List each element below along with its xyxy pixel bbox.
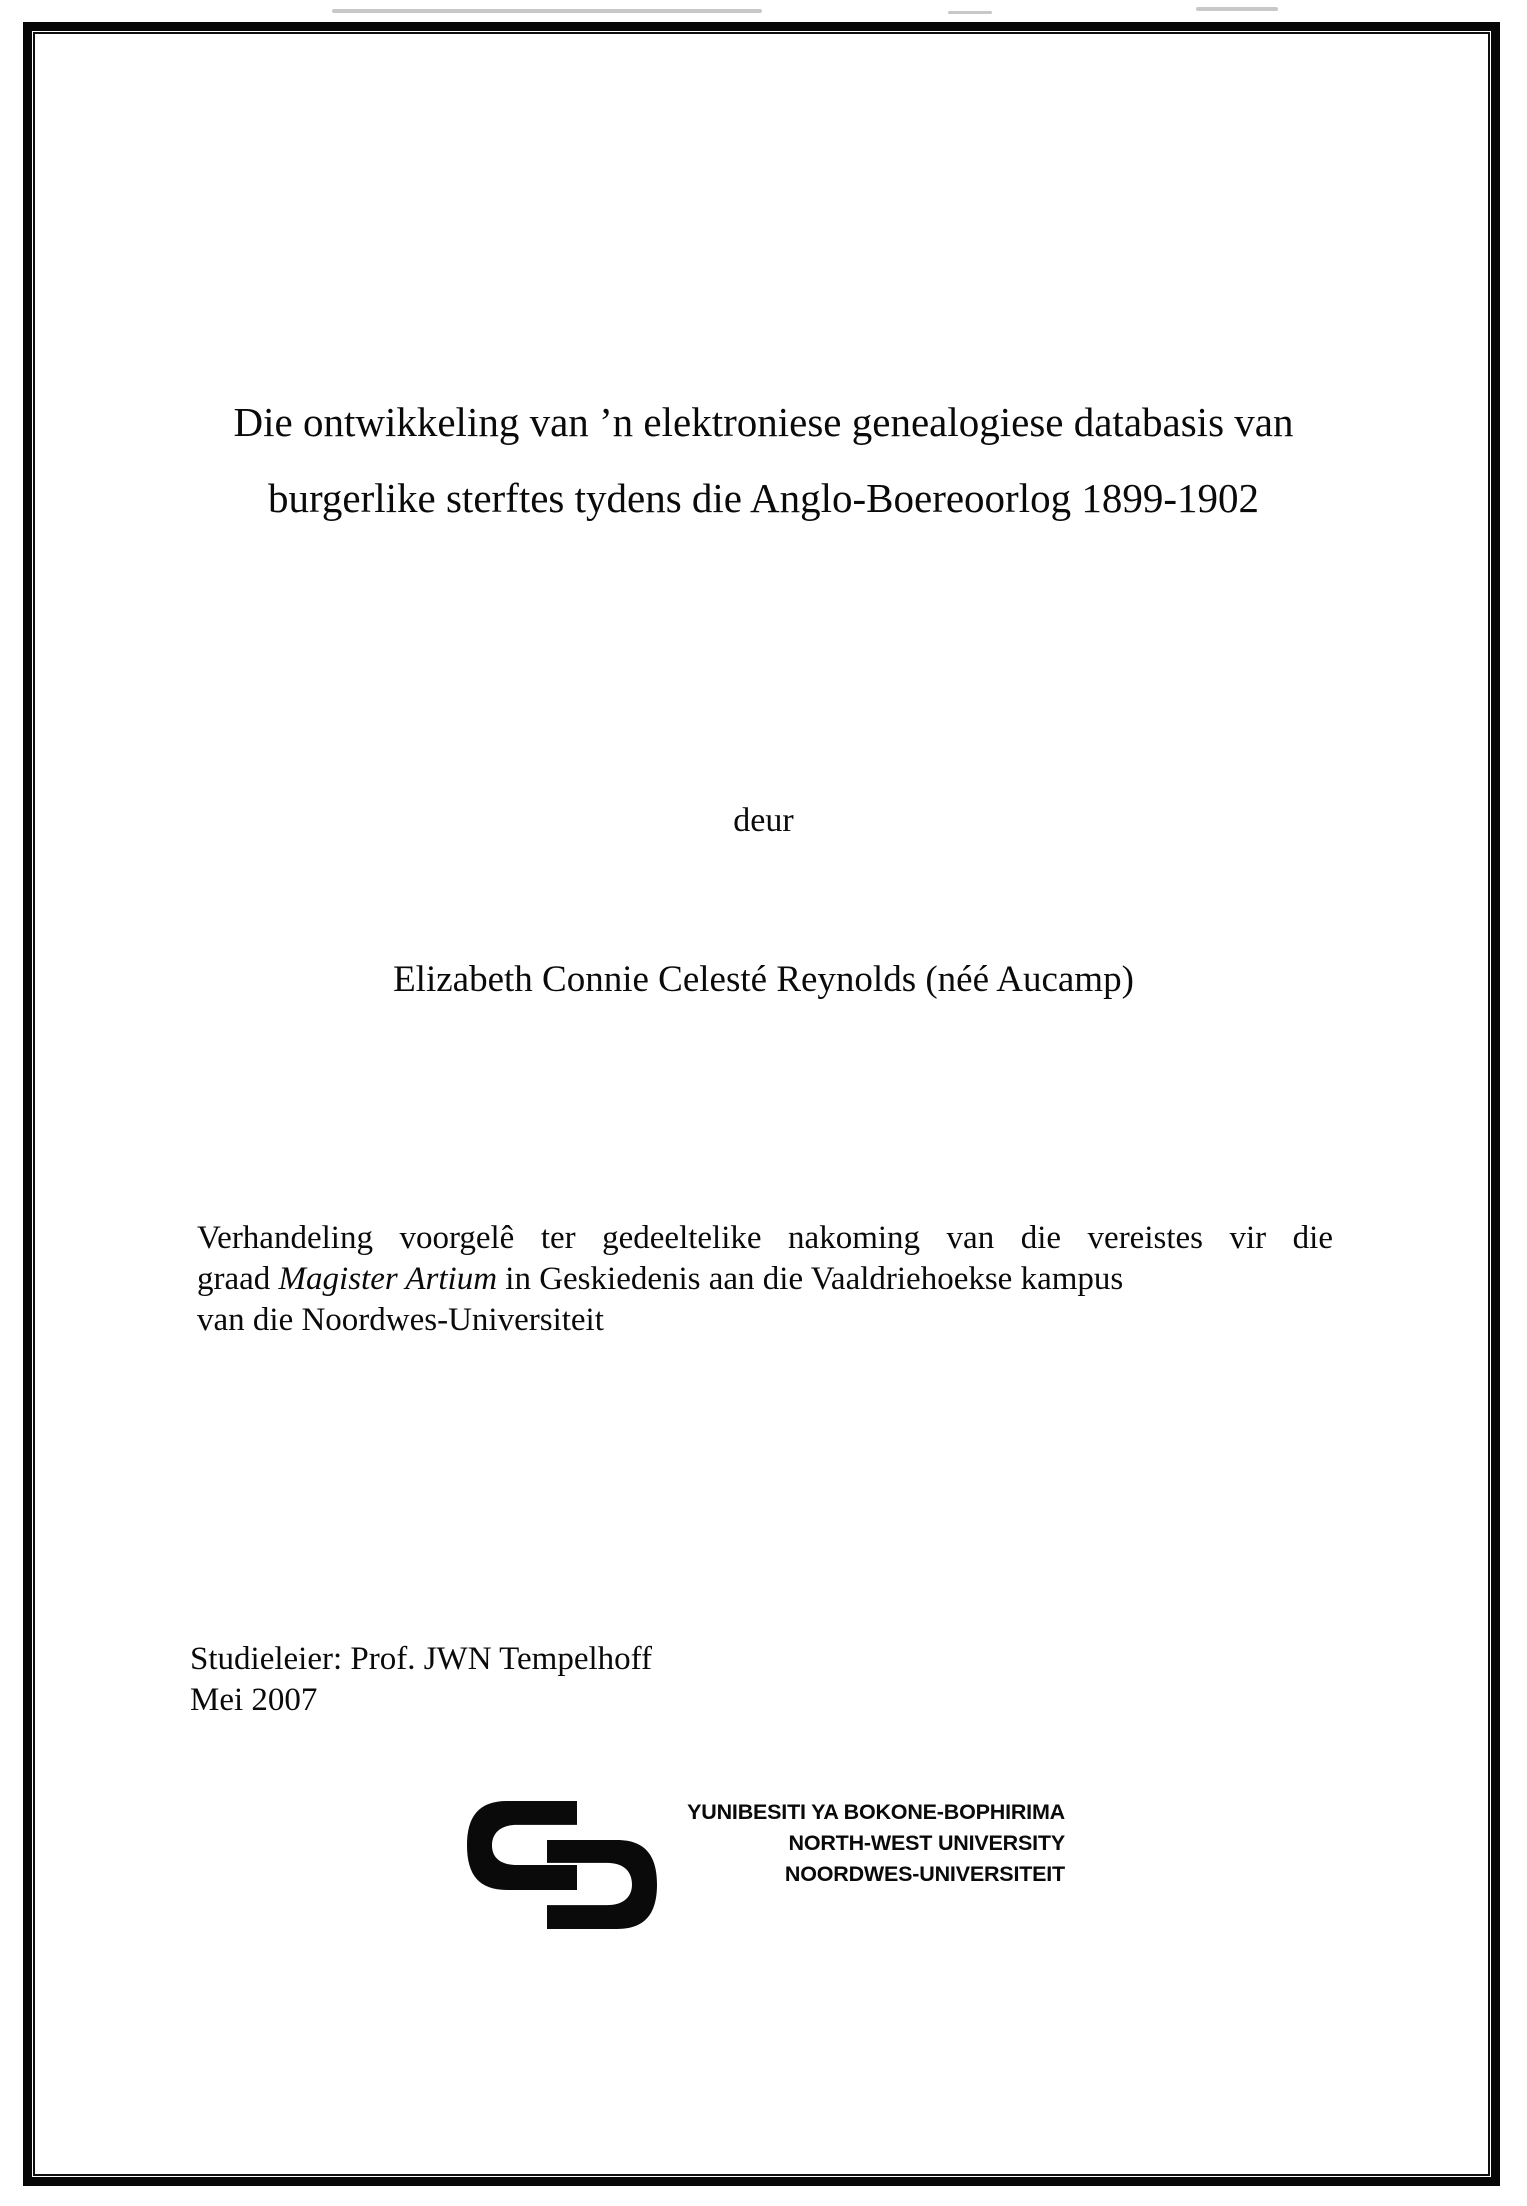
submission-line-3: van die Noordwes-Universiteit <box>197 1302 604 1338</box>
date-line: Mei 2007 <box>190 1682 318 1718</box>
nwu-interlocked-links-icon <box>467 1801 657 1929</box>
degree-name-italic: Magister Artium <box>278 1261 498 1297</box>
byline: deur <box>733 802 794 839</box>
scan-artifact <box>332 9 762 13</box>
scan-artifact <box>948 11 992 14</box>
scan-artifact <box>1196 7 1278 11</box>
logo-line-english: NORTH-WEST UNIVERSITY <box>788 1831 1065 1855</box>
university-logo-text <box>687 1797 1065 1890</box>
thesis-title-line-2: burgerlike sterftes tydens die Anglo-Boereoorlog 1899-1902 <box>267 475 1259 521</box>
submission-line-2-pre: graad <box>197 1261 279 1297</box>
supervisor-line: Studieleier: Prof. JWN Tempelhoff <box>190 1641 653 1677</box>
logo-line-afrikaans: NOORDWES-UNIVERSITEIT <box>784 1862 1065 1886</box>
thesis-title-line-1: Die ontwikkeling van ’n elektroniese genealogiese databasis van <box>233 399 1294 445</box>
submission-statement <box>197 1218 1333 1341</box>
submission-line-1: Verhandeling voorgelê ter gedeeltelike nakoming van die vereistes vir die <box>197 1220 1333 1256</box>
submission-line-2 <box>197 1259 1333 1300</box>
author-name: Elizabeth Connie Celesté Reynolds (néé Aucamp) <box>393 959 1134 1000</box>
logo-line-setswana: YUNIBESITI YA BOKONE-BOPHIRIMA <box>687 1800 1065 1824</box>
submission-line-2-post: in Geskiedenis aan die Vaaldriehoekse kampus <box>497 1261 1124 1297</box>
supervisor-block <box>190 1639 652 1721</box>
